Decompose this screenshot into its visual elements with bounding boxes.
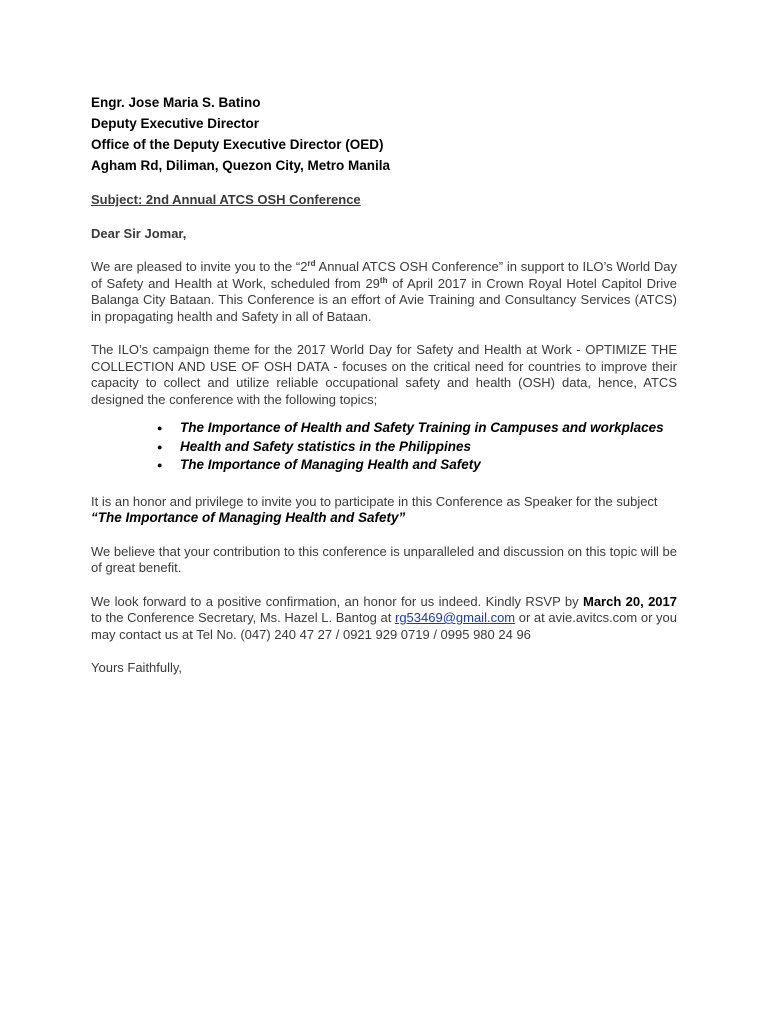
recipient-block	[91, 92, 677, 176]
list-item	[157, 419, 677, 438]
subject-line: Subject: 2nd Annual ATCS OSH Conference	[91, 192, 361, 207]
speaker-subject: “The Importance of Managing Health and Safety”	[91, 510, 406, 525]
invitation-text-2: Annual ATCS OSH Conference” in support to ILO’s World Day of Safety and Health at Work, scheduled from 29	[91, 259, 677, 291]
secretary-email-link[interactable]: rg53469@gmail.com	[394, 610, 516, 625]
campaign-paragraph: The ILO’s campaign theme for the 2017 World Day for Safety and Health at Work - OPTIMIZE THE COLLECTION AND USE OF OSH DATA - focuses on the critical need for countries to improve their capacity to collect and utilize reliable occupational safety and health (OSH) data, hence, ATCS designed the conference with the following topics;	[91, 342, 677, 407]
recipient-address: Agham Rd, Diliman, Quezon City, Metro Manila	[91, 158, 391, 173]
list-item	[157, 456, 677, 475]
closing: Yours Faithfully,	[91, 660, 183, 675]
contribution-paragraph: We believe that your contribution to this conference is unparalleled and discussion on this topic will be of great benefit.	[91, 543, 677, 575]
bullet-icon: ●	[157, 460, 163, 470]
bullet-icon: ●	[157, 441, 163, 452]
invitation-text-3: of April 2017 in Crown Royal Hotel Capitol Drive Balanga City Bataan. This Conference is an effort of Avie Training and Consultancy Services (ATCS) in propagating health and Safety in all of Bataan.	[91, 275, 677, 324]
topic-label: Health and Safety statistics in the Philippines	[180, 438, 472, 454]
rsvp-text-1: We look forward to a positive confirmation, an honor for us indeed. Kindly RSVP by	[91, 593, 583, 609]
invitation-paragraph	[91, 259, 677, 325]
salutation: Dear Sir Jomar,	[91, 225, 187, 241]
topic-label: The Importance of Managing Health and Safety	[180, 457, 481, 472]
letter-page	[91, 92, 677, 677]
list-item	[157, 438, 677, 457]
ordinal-suffix-rd: rd	[307, 259, 316, 268]
recipient-office: Office of the Deputy Executive Director (OED)	[91, 137, 384, 152]
rsvp-text-3: or at avie.avitcs.com or you may contact us at Tel No. (047) 240 47 27 / 0921 929 0719 / 0995 980 24 96	[91, 610, 677, 642]
rsvp-paragraph	[91, 594, 677, 644]
speaker-invitation-paragraph	[91, 494, 677, 527]
rsvp-deadline: March 20, 2017	[582, 593, 677, 609]
speaker-invitation-text: It is an honor and privilege to invite you to participate in this Conference as Speaker for the subject	[91, 493, 658, 509]
topic-label: The Importance of Health and Safety Training in Campuses and workplaces	[180, 420, 664, 435]
recipient-title: Deputy Executive Director	[91, 116, 260, 131]
topics-list	[91, 419, 677, 475]
ordinal-suffix-th: th	[379, 275, 388, 285]
invitation-text-1: We are pleased to invite you to the “2	[91, 259, 308, 274]
rsvp-text-2: to the Conference Secretary, Ms. Hazel L. Bantog at	[91, 610, 395, 625]
recipient-name: Engr. Jose Maria S. Batino	[91, 95, 261, 110]
bullet-icon: ●	[157, 423, 163, 433]
